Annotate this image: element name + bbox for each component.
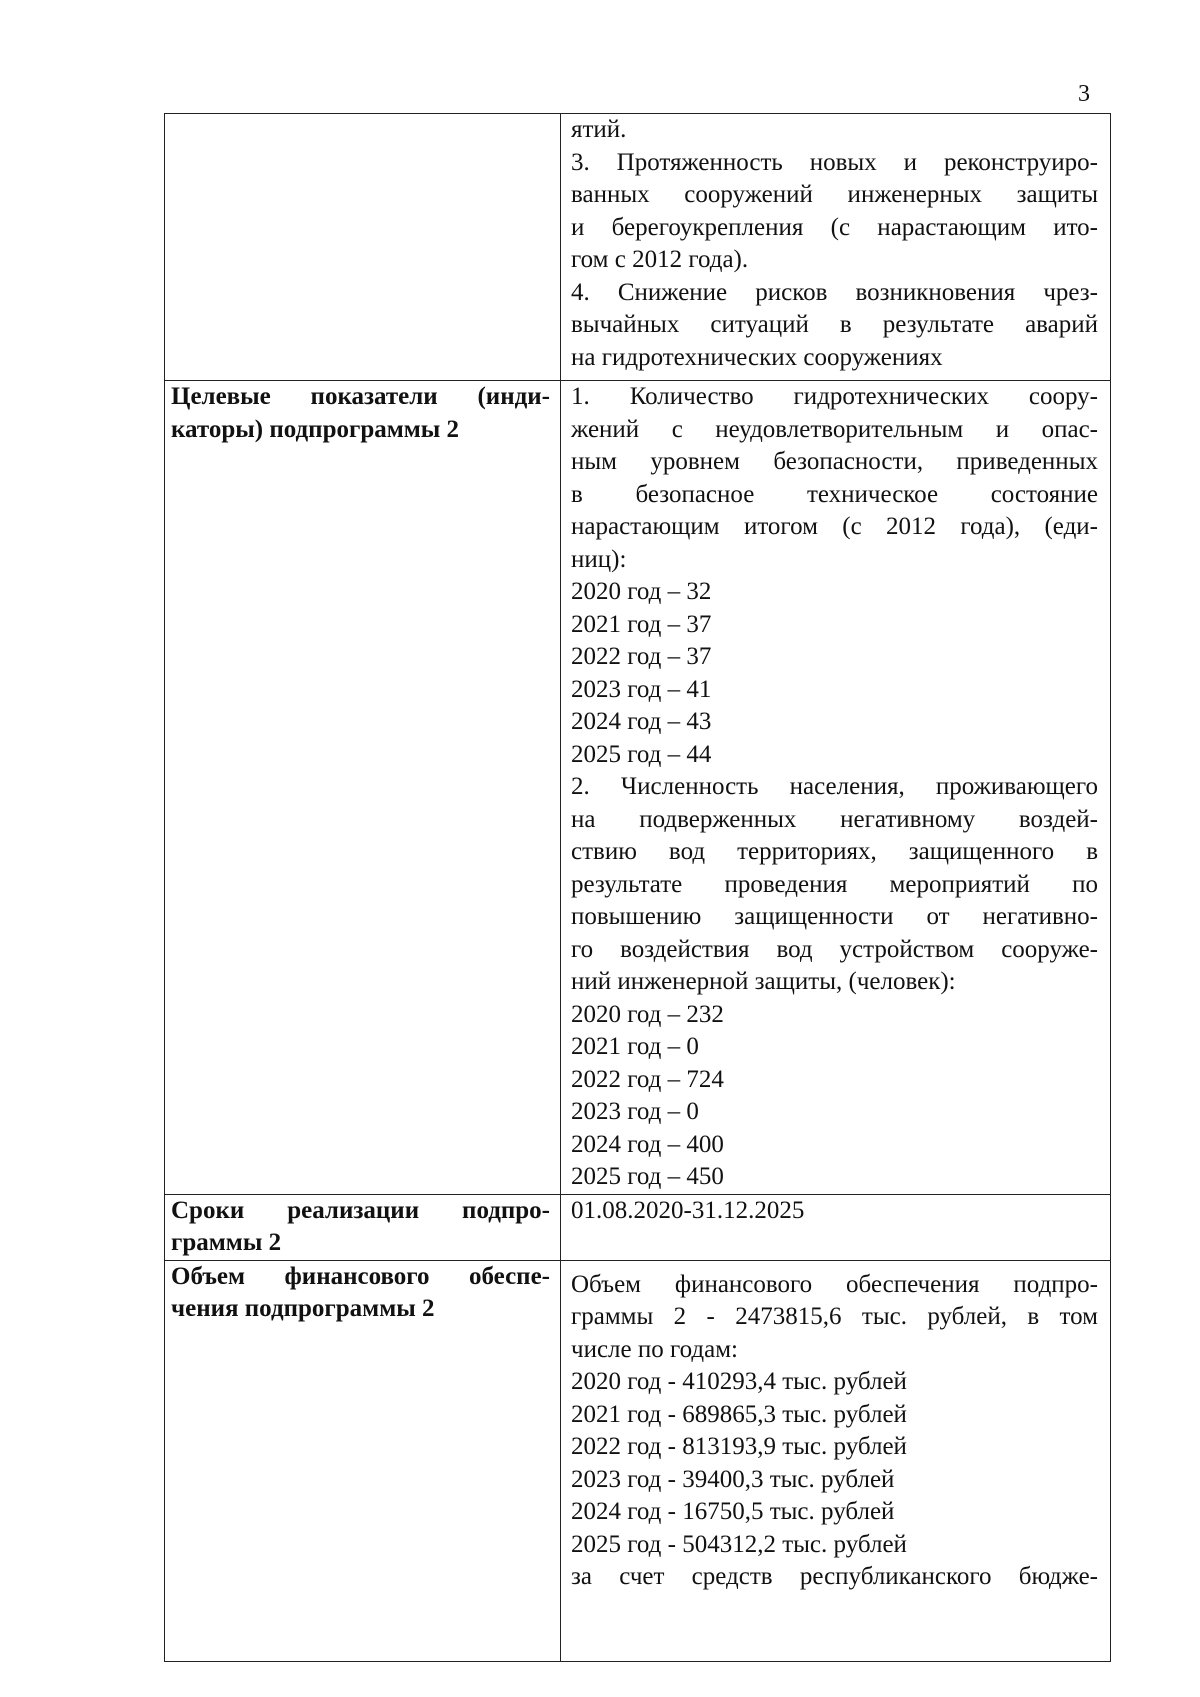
- content-line: 3. Протяженность новых и реконструиро-: [571, 148, 1098, 176]
- content-line: 2024 год - 16750,5 тыс. рублей: [571, 1498, 895, 1525]
- table-row: [165, 381, 1111, 1195]
- content-line: 2020 год – 232: [571, 1000, 724, 1028]
- row-label-cell: [165, 1194, 561, 1260]
- label-line: чения подпрограммы 2: [171, 1295, 435, 1322]
- content-line: числе по годам:: [571, 1335, 738, 1363]
- label-line: Целевые показатели (инди-: [171, 383, 550, 410]
- content-line: 2025 год – 450: [571, 1163, 724, 1190]
- row-content-cell: [561, 1194, 1111, 1260]
- content-line: ным уровнем безопасности, приведенных: [571, 448, 1098, 475]
- table-row: [165, 1194, 1111, 1260]
- row-content-cell: [561, 1260, 1111, 1661]
- subprogram-passport-table: [164, 113, 1111, 1662]
- content-line: 2022 год - 813193,9 тыс. рублей: [571, 1433, 907, 1460]
- content-line: повышению защищенности от негативно-: [571, 903, 1098, 930]
- content-line: ний инженерной защиты, (человек):: [571, 968, 956, 995]
- table-row: [165, 1260, 1111, 1661]
- content-line: 2021 год – 37: [571, 610, 712, 638]
- content-line: граммы 2 - 2473815,6 тыс. рублей, в том: [571, 1303, 1098, 1330]
- content-line: 2022 год – 724: [571, 1065, 724, 1093]
- row-label-cell: [165, 381, 561, 1195]
- content-line: 1. Количество гидротехнических соору-: [571, 383, 1098, 410]
- content-line: го воздействия вод устройством сооруже-: [571, 935, 1098, 963]
- content-line: 2024 год – 43: [571, 708, 712, 735]
- content-line: 2020 год – 32: [571, 578, 712, 605]
- row-label-cell: [165, 114, 561, 381]
- cell-top-spacer: [571, 1261, 1098, 1269]
- label-line: граммы 2: [171, 1229, 282, 1256]
- content-line: 01.08.2020-31.12.2025: [571, 1196, 805, 1224]
- content-line: 2021 год – 0: [571, 1033, 699, 1060]
- content-line: нарастающим итогом (с 2012 года), (еди-: [571, 513, 1098, 540]
- row-content-cell: [561, 381, 1111, 1195]
- content-line: на гидротехнических сооружениях: [571, 343, 943, 371]
- page-number: 3: [1078, 81, 1090, 107]
- content-line: 2023 год – 41: [571, 675, 712, 703]
- label-line: Сроки реализации подпро-: [171, 1196, 550, 1224]
- content-line: 2022 год – 37: [571, 643, 712, 670]
- content-line: за счет средств республиканского бюдже-: [571, 1563, 1098, 1590]
- content-line: 2. Численность населения, проживающего: [571, 773, 1098, 800]
- content-line: жений с неудовлетворительным и опас-: [571, 415, 1098, 443]
- content-line: 2021 год - 689865,3 тыс. рублей: [571, 1400, 907, 1428]
- content-line: на подверженных негативному воздей-: [571, 805, 1098, 833]
- label-line: Объем финансового обеспе-: [171, 1262, 550, 1290]
- content-line: ванных сооружений инженерных защиты: [571, 181, 1098, 208]
- content-line: вычайных ситуаций в результате аварий: [571, 311, 1098, 338]
- row-content-cell: [561, 114, 1111, 381]
- label-line: каторы) подпрограммы 2: [171, 415, 460, 443]
- table-row: [165, 114, 1111, 381]
- content-line: гом с 2012 года).: [571, 246, 749, 273]
- content-line: 2025 год - 504312,2 тыс. рублей: [571, 1530, 907, 1558]
- row-label-cell: [165, 1260, 561, 1661]
- content-line: и берегоукрепления (с нарастающим ито-: [571, 213, 1098, 241]
- content-line: ниц):: [571, 545, 627, 573]
- content-line: 2023 год - 39400,3 тыс. рублей: [571, 1465, 895, 1493]
- content-line: 2024 год – 400: [571, 1130, 724, 1158]
- content-line: в безопасное техническое состояние: [571, 480, 1098, 508]
- content-line: 4. Снижение рисков возникновения чрез-: [571, 278, 1098, 306]
- content-line: ятий.: [571, 116, 627, 143]
- content-line: результате проведения мероприятий по: [571, 870, 1098, 898]
- content-line: 2023 год – 0: [571, 1098, 699, 1125]
- content-line: 2020 год - 410293,4 тыс. рублей: [571, 1368, 907, 1395]
- content-line: Объем финансового обеспечения подпро-: [571, 1270, 1098, 1298]
- content-line: 2025 год – 44: [571, 740, 712, 768]
- content-line: ствию вод территориях, защищенного в: [571, 838, 1098, 865]
